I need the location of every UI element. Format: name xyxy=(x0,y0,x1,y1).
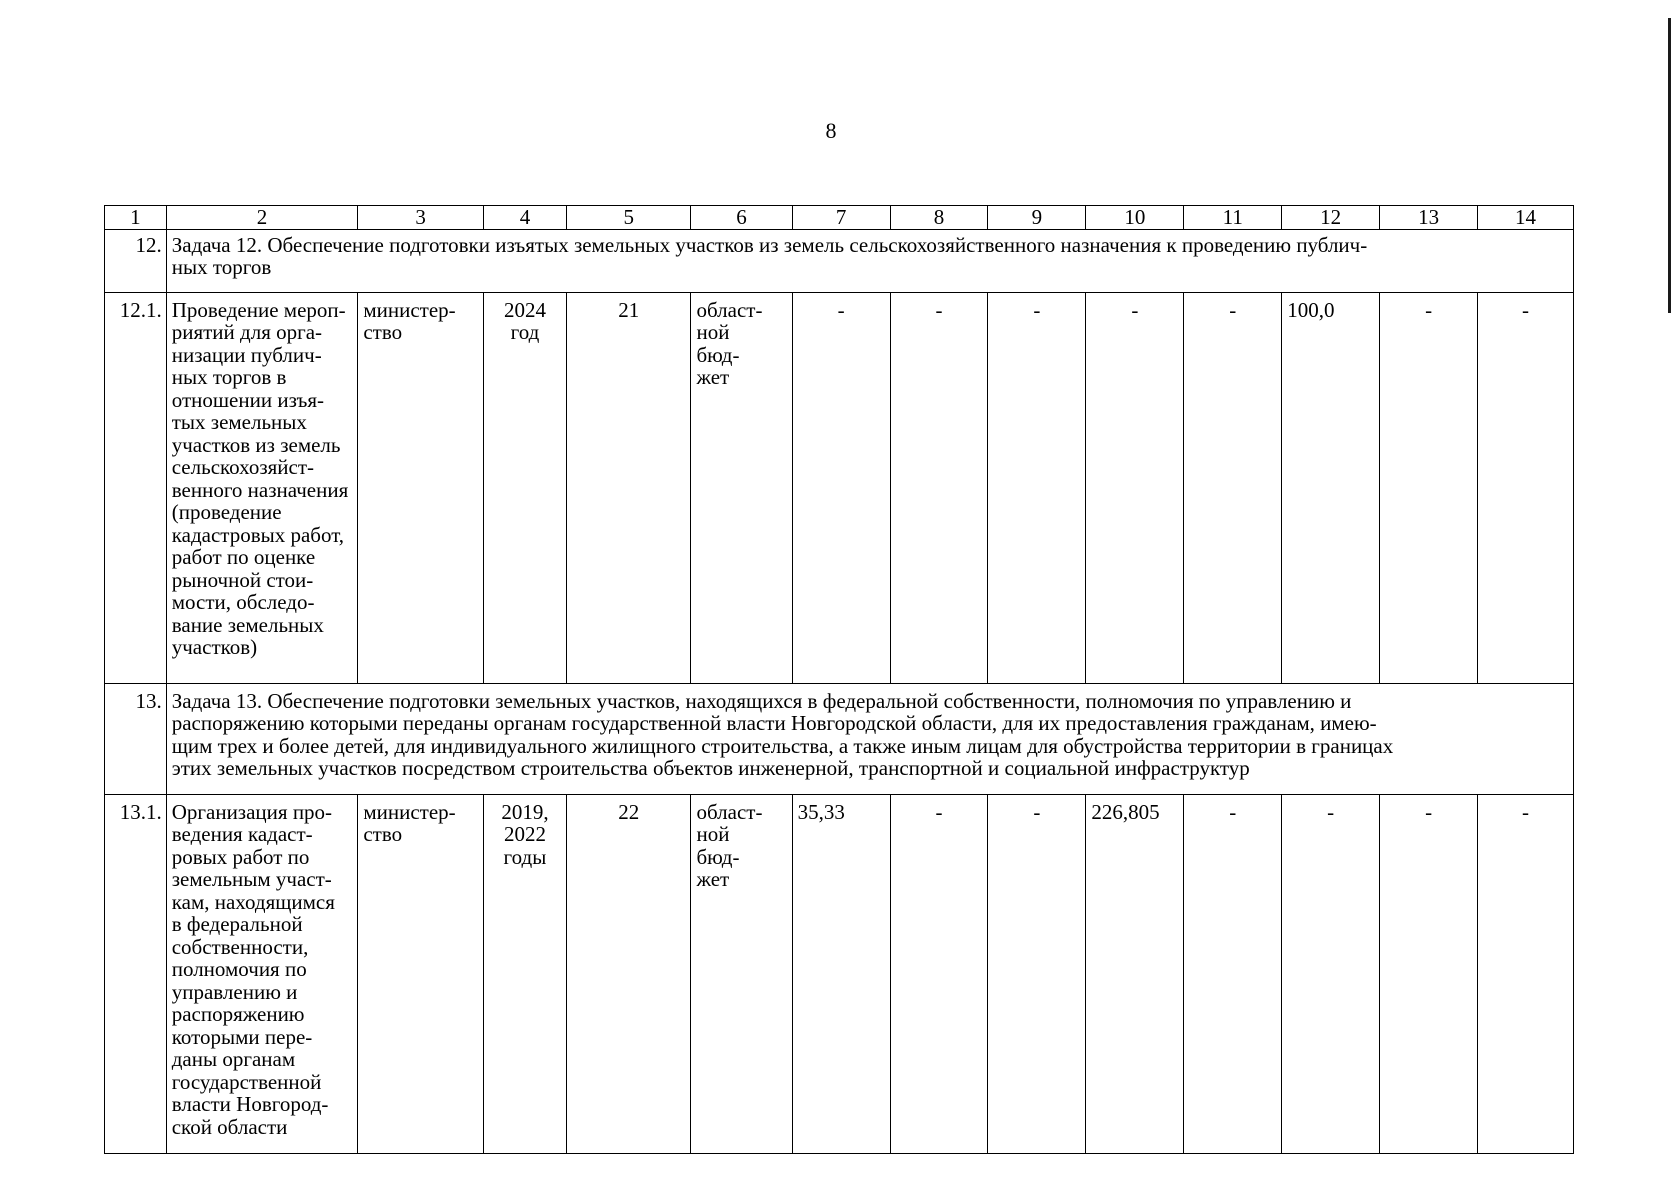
text-line: Организация про- xyxy=(171,799,333,824)
value-col-12: - xyxy=(1282,794,1380,1153)
activity-name xyxy=(166,292,358,683)
header-cell: 14 xyxy=(1478,206,1574,230)
header-cell: 5 xyxy=(566,206,691,230)
task-number: 12. xyxy=(105,229,167,292)
task-text-line: этих земельных участков посредством строительства объектов инженерной, транспортной и социальной инфраструктур xyxy=(171,756,1250,780)
scan-edge-mark xyxy=(1668,18,1671,313)
page-number: 8 xyxy=(825,118,837,143)
text-line: кадастровых работ, xyxy=(171,522,345,547)
text-line: кам, находящимся xyxy=(171,889,335,914)
text-line: ство xyxy=(363,822,403,846)
task-text-line: Задача 12. Обеспечение подготовки изъятых земельных участков из земель сельскохозяйственного назначения к проведению публич- xyxy=(171,232,1368,257)
value-col-7: 35,33 xyxy=(792,794,890,1153)
text-line: ровых работ по xyxy=(171,844,310,869)
text-line: даны органам xyxy=(171,1047,296,1071)
text-line: бюд- xyxy=(696,342,740,367)
value-col-14: - xyxy=(1478,794,1574,1153)
text-line: управлению и xyxy=(171,979,298,1004)
text-line: работ по оценке xyxy=(171,545,316,569)
text-line: жет xyxy=(696,365,730,389)
activity-12-1-row xyxy=(105,292,1574,683)
value-col-8: - xyxy=(890,794,988,1153)
period xyxy=(483,794,566,1153)
task-12-row xyxy=(105,229,1574,292)
task-13-title xyxy=(166,683,1573,794)
executor xyxy=(358,292,484,683)
value-col-9: - xyxy=(988,794,1086,1153)
task-text-line: Задача 13. Обеспечение подготовки земельных участков, находящихся в федеральной собственности, полномочия по управлению и xyxy=(171,688,1352,713)
text-line: 2024 xyxy=(503,297,546,322)
text-line: област- xyxy=(696,799,763,824)
text-line: год xyxy=(510,320,540,344)
value-col-14: - xyxy=(1478,292,1574,683)
header-cell: 9 xyxy=(988,206,1086,230)
task-12-title xyxy=(166,229,1573,292)
text-line: мости, обследо- xyxy=(171,590,315,614)
text-line: ных торгов в xyxy=(171,365,287,389)
text-line: риятий для орга- xyxy=(171,320,323,344)
text-line: рыночной стои- xyxy=(171,567,314,592)
text-line: тых земельных xyxy=(171,410,307,434)
column-number-row xyxy=(105,206,1574,230)
text-line: ство xyxy=(363,320,403,344)
task-text-line: щим трех и более детей, для индивидуального жилищного строительства, а также иным лицам для обустройства территории в границах xyxy=(171,733,1394,758)
text-line: 2022 xyxy=(503,822,546,846)
activity-13-1-row xyxy=(105,794,1574,1153)
header-cell: 8 xyxy=(890,206,988,230)
text-line: распоряжению xyxy=(171,1002,305,1026)
text-line: полномочия по xyxy=(171,957,307,981)
task-13-row xyxy=(105,683,1574,794)
header-cell: 6 xyxy=(691,206,792,230)
text-line: участков) xyxy=(171,635,258,659)
text-line: министер- xyxy=(363,297,456,322)
value-col-12: 100,0 xyxy=(1282,292,1380,683)
value-col-13: - xyxy=(1380,292,1478,683)
text-line: которыми пере- xyxy=(171,1024,313,1049)
text-line: 2019, xyxy=(501,799,549,824)
executor xyxy=(358,794,484,1153)
activity-number: 12.1. xyxy=(105,292,167,683)
value-col-8: - xyxy=(890,292,988,683)
header-cell: 7 xyxy=(792,206,890,230)
text-line: ской области xyxy=(171,1114,288,1139)
funding-source xyxy=(691,292,792,683)
activity-number: 13.1. xyxy=(105,794,167,1153)
header-cell: 11 xyxy=(1184,206,1282,230)
funding-source xyxy=(691,794,792,1153)
period xyxy=(483,292,566,683)
text-line: отношении изъя- xyxy=(171,387,325,412)
text-line: ной xyxy=(696,822,730,846)
text-line: вание земельных xyxy=(171,612,324,637)
value-col-10: 226,805 xyxy=(1086,794,1184,1153)
task-text-line: распоряжению которыми переданы органам государственной власти Новгородской области, для их предоставления гражданам, имею- xyxy=(171,711,1377,735)
text-line: земельным участ- xyxy=(171,867,332,891)
text-line: ведения кадаст- xyxy=(171,822,313,846)
text-line: жет xyxy=(696,867,730,891)
value-col-10: - xyxy=(1086,292,1184,683)
text-line: годы xyxy=(503,844,547,869)
header-cell: 10 xyxy=(1086,206,1184,230)
activity-name xyxy=(166,794,358,1153)
value-col-11: - xyxy=(1184,292,1282,683)
text-line: Проведение мероп- xyxy=(171,297,346,322)
text-line: государственной xyxy=(171,1069,322,1094)
task-text-line: ных торгов xyxy=(171,255,272,279)
header-cell: 4 xyxy=(483,206,566,230)
text-line: ной xyxy=(696,320,730,344)
text-line: венного назначения xyxy=(171,477,349,502)
task-number: 13. xyxy=(105,683,167,794)
header-cell: 13 xyxy=(1380,206,1478,230)
text-line: в федеральной xyxy=(171,912,303,936)
value-col-9: - xyxy=(988,292,1086,683)
value-col-13: - xyxy=(1380,794,1478,1153)
value-col-11: - xyxy=(1184,794,1282,1153)
header-cell: 12 xyxy=(1282,206,1380,230)
target-indicator: 21 xyxy=(566,292,691,683)
text-line: (проведение xyxy=(171,500,282,524)
text-line: бюд- xyxy=(696,844,740,869)
text-line: низации публич- xyxy=(171,342,322,367)
text-line: министер- xyxy=(363,799,456,824)
text-line: собственности, xyxy=(171,934,309,959)
program-activities-table xyxy=(104,205,1574,1154)
value-col-7: - xyxy=(792,292,890,683)
text-line: област- xyxy=(696,297,763,322)
header-cell: 3 xyxy=(358,206,484,230)
target-indicator: 22 xyxy=(566,794,691,1153)
text-line: власти Новгород- xyxy=(171,1092,329,1116)
header-cell: 2 xyxy=(166,206,358,230)
header-cell: 1 xyxy=(105,206,167,230)
text-line: участков из земель xyxy=(171,432,341,457)
text-line: сельскохозяйст- xyxy=(171,455,315,479)
